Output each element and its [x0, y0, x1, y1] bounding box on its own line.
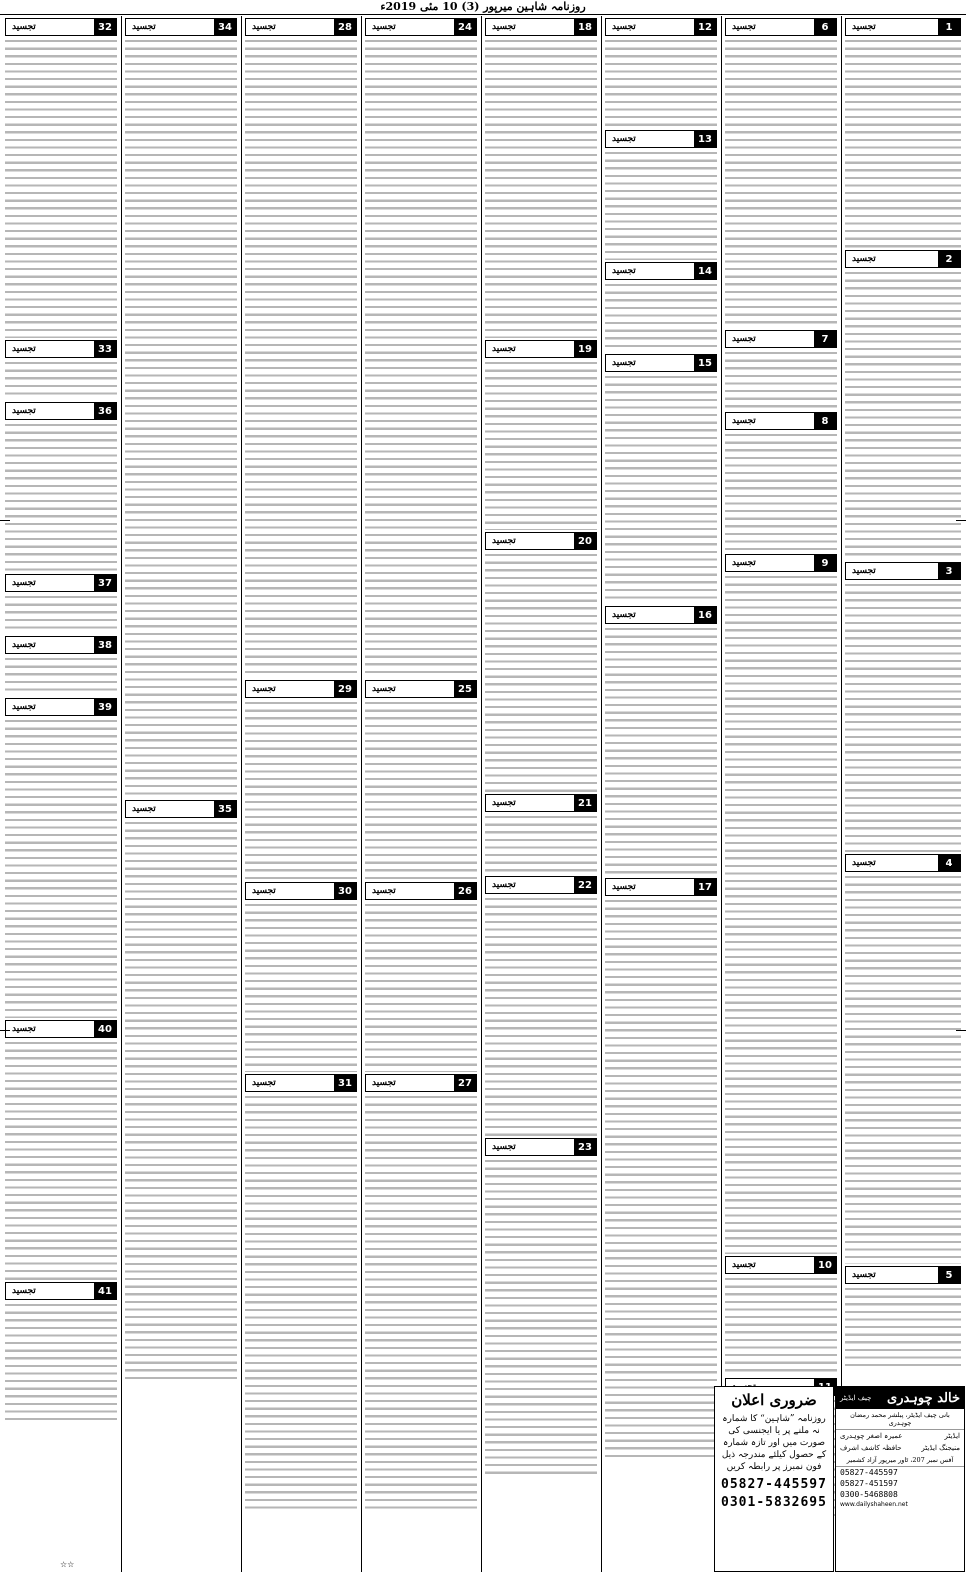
news-text-block: [245, 1094, 357, 1514]
news-item-number: 12: [694, 19, 716, 35]
news-text-block: [605, 150, 717, 260]
editor-name: عمیرہ اصغر چوہدری: [840, 1432, 903, 1440]
news-item-label: تجسید: [252, 684, 276, 694]
news-item-number: 37: [94, 575, 116, 591]
column-6: [602, 16, 720, 1572]
news-item-label: تجسید: [492, 344, 516, 354]
news-item-header: [605, 606, 717, 624]
text-lines-placeholder: [845, 1286, 961, 1366]
news-item-header: [845, 250, 961, 268]
news-item-label: تجسید: [732, 22, 756, 32]
news-item-label: تجسید: [372, 1078, 396, 1088]
text-lines-placeholder: [845, 270, 961, 560]
news-item-number: 33: [94, 341, 116, 357]
news-item-label: تجسید: [492, 1142, 516, 1152]
text-lines-placeholder: [605, 374, 717, 604]
news-item-label: تجسید: [852, 566, 876, 576]
news-item-label: تجسید: [732, 558, 756, 568]
news-item-label: تجسید: [732, 416, 756, 426]
news-text-block: [365, 700, 477, 880]
news-item-number: 14: [694, 263, 716, 279]
editor-box: [835, 1386, 965, 1572]
news-item-header: [605, 130, 717, 148]
news-text-block: [485, 360, 597, 530]
text-lines-placeholder: [485, 896, 597, 1136]
news-item-header: [605, 878, 717, 896]
news-item-number: 36: [94, 403, 116, 419]
text-lines-placeholder: [245, 700, 357, 880]
text-lines-placeholder: [485, 38, 597, 338]
news-item-label: تجسید: [252, 886, 276, 896]
news-item-number: 35: [214, 801, 236, 817]
news-item-number: 32: [94, 19, 116, 35]
footer-stars: ☆☆: [60, 1560, 75, 1569]
news-text-block: [845, 270, 961, 560]
news-item-number: 20: [574, 533, 596, 549]
important-notice-box: [714, 1386, 834, 1572]
news-item-label: تجسید: [612, 134, 636, 144]
news-item-number: 29: [334, 681, 356, 697]
text-lines-placeholder: [125, 820, 237, 1380]
text-lines-placeholder: [125, 38, 237, 798]
managing-editor-name: حافظہ کاشف اشرف: [840, 1444, 902, 1452]
news-item-number: 40: [94, 1021, 116, 1037]
phone-1: 05827-445597: [840, 1468, 898, 1477]
text-lines-placeholder: [605, 38, 717, 128]
news-item-header: [5, 636, 117, 654]
column-1: [2, 16, 120, 1572]
news-item-number: 18: [574, 19, 596, 35]
news-item-number: 13: [694, 131, 716, 147]
news-item-label: تجسید: [852, 254, 876, 264]
news-text-block: [605, 282, 717, 352]
managing-editor-row: [836, 1442, 964, 1454]
text-lines-placeholder: [245, 902, 357, 1072]
news-item-header: [605, 354, 717, 372]
news-text-block: [845, 874, 961, 1264]
text-lines-placeholder: [485, 552, 597, 792]
news-item-label: تجسید: [732, 1260, 756, 1270]
text-lines-placeholder: [5, 1302, 117, 1422]
news-item-number: 23: [574, 1139, 596, 1155]
masthead: روزنامہ شاہین میرپور (3) 10 مئی 2019ء: [0, 0, 966, 15]
text-lines-placeholder: [845, 38, 961, 248]
column-7: [722, 16, 840, 1572]
news-text-block: [725, 432, 837, 552]
news-item-label: تجسید: [132, 804, 156, 814]
news-text-block: [725, 350, 837, 410]
news-text-block: [365, 902, 477, 1072]
news-text-block: [725, 38, 837, 328]
news-item-header: [245, 1074, 357, 1092]
notice-phone-1: 05827-445597: [721, 1477, 827, 1492]
news-item-header: [725, 330, 837, 348]
news-item-header: [485, 340, 597, 358]
news-item-number: 34: [214, 19, 236, 35]
news-item-number: 4: [938, 855, 960, 871]
text-lines-placeholder: [845, 874, 961, 1264]
news-item-header: [845, 18, 961, 36]
news-text-block: [605, 626, 717, 876]
news-item-header: [485, 794, 597, 812]
news-item-label: تجسید: [492, 22, 516, 32]
news-item-label: تجسید: [12, 406, 36, 416]
news-item-label: تجسید: [732, 334, 756, 344]
news-item-number: 3: [938, 563, 960, 579]
news-item-number: 38: [94, 637, 116, 653]
news-item-label: تجسید: [132, 22, 156, 32]
news-text-block: [485, 814, 597, 874]
column-3: [242, 16, 360, 1572]
news-item-label: تجسید: [492, 880, 516, 890]
news-text-block: [725, 574, 837, 1254]
news-item-header: [5, 698, 117, 716]
news-item-label: تجسید: [372, 886, 396, 896]
text-lines-placeholder: [5, 1040, 117, 1280]
news-text-block: [605, 374, 717, 604]
text-lines-placeholder: [725, 574, 837, 1254]
column-2: [122, 16, 240, 1572]
news-item-header: [245, 18, 357, 36]
news-text-block: [605, 898, 717, 1458]
news-item-label: تجسید: [12, 344, 36, 354]
news-item-header: [845, 1266, 961, 1284]
news-item-number: 21: [574, 795, 596, 811]
text-lines-placeholder: [725, 1276, 837, 1376]
news-item-number: 5: [938, 1267, 960, 1283]
news-item-number: 19: [574, 341, 596, 357]
news-text-block: [5, 38, 117, 338]
news-item-number: 17: [694, 879, 716, 895]
news-item-header: [605, 262, 717, 280]
news-item-label: تجسید: [12, 1024, 36, 1034]
news-text-block: [845, 1286, 961, 1366]
phone-3: 0300-5468808: [840, 1490, 898, 1499]
fold-mark: [956, 1030, 966, 1031]
text-lines-placeholder: [605, 150, 717, 260]
news-item-header: [845, 562, 961, 580]
fold-mark: [0, 520, 10, 521]
news-text-block: [245, 38, 357, 678]
news-text-block: [845, 38, 961, 248]
news-item-header: [125, 18, 237, 36]
news-item-label: تجسید: [12, 640, 36, 650]
news-item-number: 8: [814, 413, 836, 429]
news-item-number: 27: [454, 1075, 476, 1091]
news-item-label: تجسید: [12, 702, 36, 712]
text-lines-placeholder: [365, 902, 477, 1072]
news-item-number: 1: [938, 19, 960, 35]
text-lines-placeholder: [605, 898, 717, 1458]
text-lines-placeholder: [5, 656, 117, 696]
news-text-block: [5, 1302, 117, 1422]
chief-editor-label: چیف ایڈیٹر: [840, 1394, 872, 1402]
fold-mark: [956, 520, 966, 521]
news-item-number: 25: [454, 681, 476, 697]
news-item-number: 6: [814, 19, 836, 35]
news-item-number: 15: [694, 355, 716, 371]
news-item-number: 7: [814, 331, 836, 347]
text-lines-placeholder: [485, 1158, 597, 1478]
news-item-label: تجسید: [612, 358, 636, 368]
notice-phone-2: 0301-5832695: [721, 1495, 827, 1510]
news-item-label: تجسید: [492, 536, 516, 546]
news-text-block: [725, 1276, 837, 1376]
news-item-header: [725, 554, 837, 572]
text-lines-placeholder: [725, 432, 837, 552]
text-lines-placeholder: [5, 38, 117, 338]
news-text-block: [485, 896, 597, 1136]
news-item-label: تجسید: [612, 882, 636, 892]
news-item-label: تجسید: [372, 684, 396, 694]
news-item-number: 26: [454, 883, 476, 899]
fold-mark: [0, 1030, 10, 1031]
text-lines-placeholder: [365, 1094, 477, 1514]
news-item-number: 30: [334, 883, 356, 899]
managing-editor-label: منیجنگ ایڈیٹر: [921, 1444, 960, 1452]
news-item-number: 9: [814, 555, 836, 571]
news-item-label: تجسید: [372, 22, 396, 32]
news-text-block: [245, 902, 357, 1072]
text-lines-placeholder: [365, 38, 477, 678]
website[interactable]: www.dailyshaheen.net: [840, 1501, 908, 1508]
text-lines-placeholder: [845, 582, 961, 852]
phone-row-3: [836, 1489, 964, 1500]
news-item-header: [845, 854, 961, 872]
phone-row-2: [836, 1478, 964, 1489]
news-item-number: 24: [454, 19, 476, 35]
news-text-block: [5, 360, 117, 400]
text-lines-placeholder: [5, 360, 117, 400]
phone-2: 05827-451597: [840, 1479, 898, 1488]
news-text-block: [5, 1040, 117, 1280]
news-item-number: 16: [694, 607, 716, 623]
news-text-block: [5, 656, 117, 696]
office-address: آفس نمبر 207، ٹاور میرپور آزاد کشمیر: [836, 1454, 964, 1467]
text-lines-placeholder: [485, 814, 597, 874]
notice-body: روزنامہ ”شاہین“ کا شمارہ نہ ملنے پر یا ایجنسی کی صورت میں اور تازہ شمارہ کے حصول کیلئے مندرجہ ذیل فون نمبرز پر رابطہ کریں: [721, 1414, 827, 1472]
news-item-label: تجسید: [252, 1078, 276, 1088]
news-item-header: [365, 18, 477, 36]
news-item-label: تجسید: [12, 578, 36, 588]
news-item-number: 22: [574, 877, 596, 893]
column-8: [842, 16, 964, 1572]
news-item-number: 31: [334, 1075, 356, 1091]
text-lines-placeholder: [245, 1094, 357, 1514]
text-lines-placeholder: [5, 718, 117, 1018]
news-item-number: 39: [94, 699, 116, 715]
editor-label: ایڈیٹر: [944, 1432, 960, 1440]
news-item-header: [485, 532, 597, 550]
news-item-label: تجسید: [12, 1286, 36, 1296]
editor-row: [836, 1430, 964, 1442]
news-item-header: [365, 680, 477, 698]
text-lines-placeholder: [485, 360, 597, 530]
news-text-block: [365, 38, 477, 678]
news-item-header: [5, 340, 117, 358]
text-lines-placeholder: [5, 594, 117, 634]
news-text-block: [485, 1158, 597, 1478]
news-item-number: 2: [938, 251, 960, 267]
news-text-block: [365, 1094, 477, 1514]
news-text-block: [485, 552, 597, 792]
column-4: [362, 16, 480, 1572]
news-item-number: 41: [94, 1283, 116, 1299]
news-item-label: تجسید: [852, 858, 876, 868]
text-lines-placeholder: [725, 350, 837, 410]
news-item-label: تجسید: [612, 22, 636, 32]
news-item-number: 10: [814, 1257, 836, 1273]
phone-row-1: [836, 1467, 964, 1478]
news-item-header: [725, 412, 837, 430]
text-lines-placeholder: [725, 38, 837, 328]
news-item-header: [485, 18, 597, 36]
news-text-block: [125, 820, 237, 1380]
news-item-label: تجسید: [612, 610, 636, 620]
news-item-header: [5, 1282, 117, 1300]
news-item-header: [5, 402, 117, 420]
news-item-label: تجسید: [612, 266, 636, 276]
text-lines-placeholder: [605, 626, 717, 876]
news-item-label: تجسید: [492, 798, 516, 808]
news-item-label: تجسید: [12, 22, 36, 32]
text-lines-placeholder: [245, 38, 357, 678]
news-text-block: [245, 700, 357, 880]
chief-editor-name: خالد چوہدری: [887, 1390, 960, 1406]
news-text-block: [485, 38, 597, 338]
news-text-block: [125, 38, 237, 798]
news-item-header: [5, 1020, 117, 1038]
news-item-header: [5, 18, 117, 36]
column-5: [482, 16, 600, 1572]
news-text-block: [605, 38, 717, 128]
news-text-block: [5, 718, 117, 1018]
founder-line: بانی چیف ایڈیٹر، پبلشر محمد رمضان چوہدری: [836, 1409, 964, 1430]
news-item-header: [365, 882, 477, 900]
news-item-header: [245, 680, 357, 698]
news-item-header: [485, 1138, 597, 1156]
news-item-label: تجسید: [852, 1270, 876, 1280]
news-item-header: [605, 18, 717, 36]
news-item-header: [5, 574, 117, 592]
news-text-block: [845, 582, 961, 852]
news-text-block: [5, 422, 117, 572]
news-item-label: تجسید: [852, 22, 876, 32]
news-text-block: [5, 594, 117, 634]
news-item-header: [485, 876, 597, 894]
news-item-header: [125, 800, 237, 818]
text-lines-placeholder: [5, 422, 117, 572]
news-item-header: [365, 1074, 477, 1092]
text-lines-placeholder: [605, 282, 717, 352]
news-item-number: 28: [334, 19, 356, 35]
news-item-label: تجسید: [252, 22, 276, 32]
news-item-header: [725, 18, 837, 36]
news-item-header: [725, 1256, 837, 1274]
notice-title: ضروری اعلان: [731, 1391, 817, 1409]
news-item-header: [245, 882, 357, 900]
text-lines-placeholder: [365, 700, 477, 880]
chief-editor-banner: [836, 1387, 964, 1409]
